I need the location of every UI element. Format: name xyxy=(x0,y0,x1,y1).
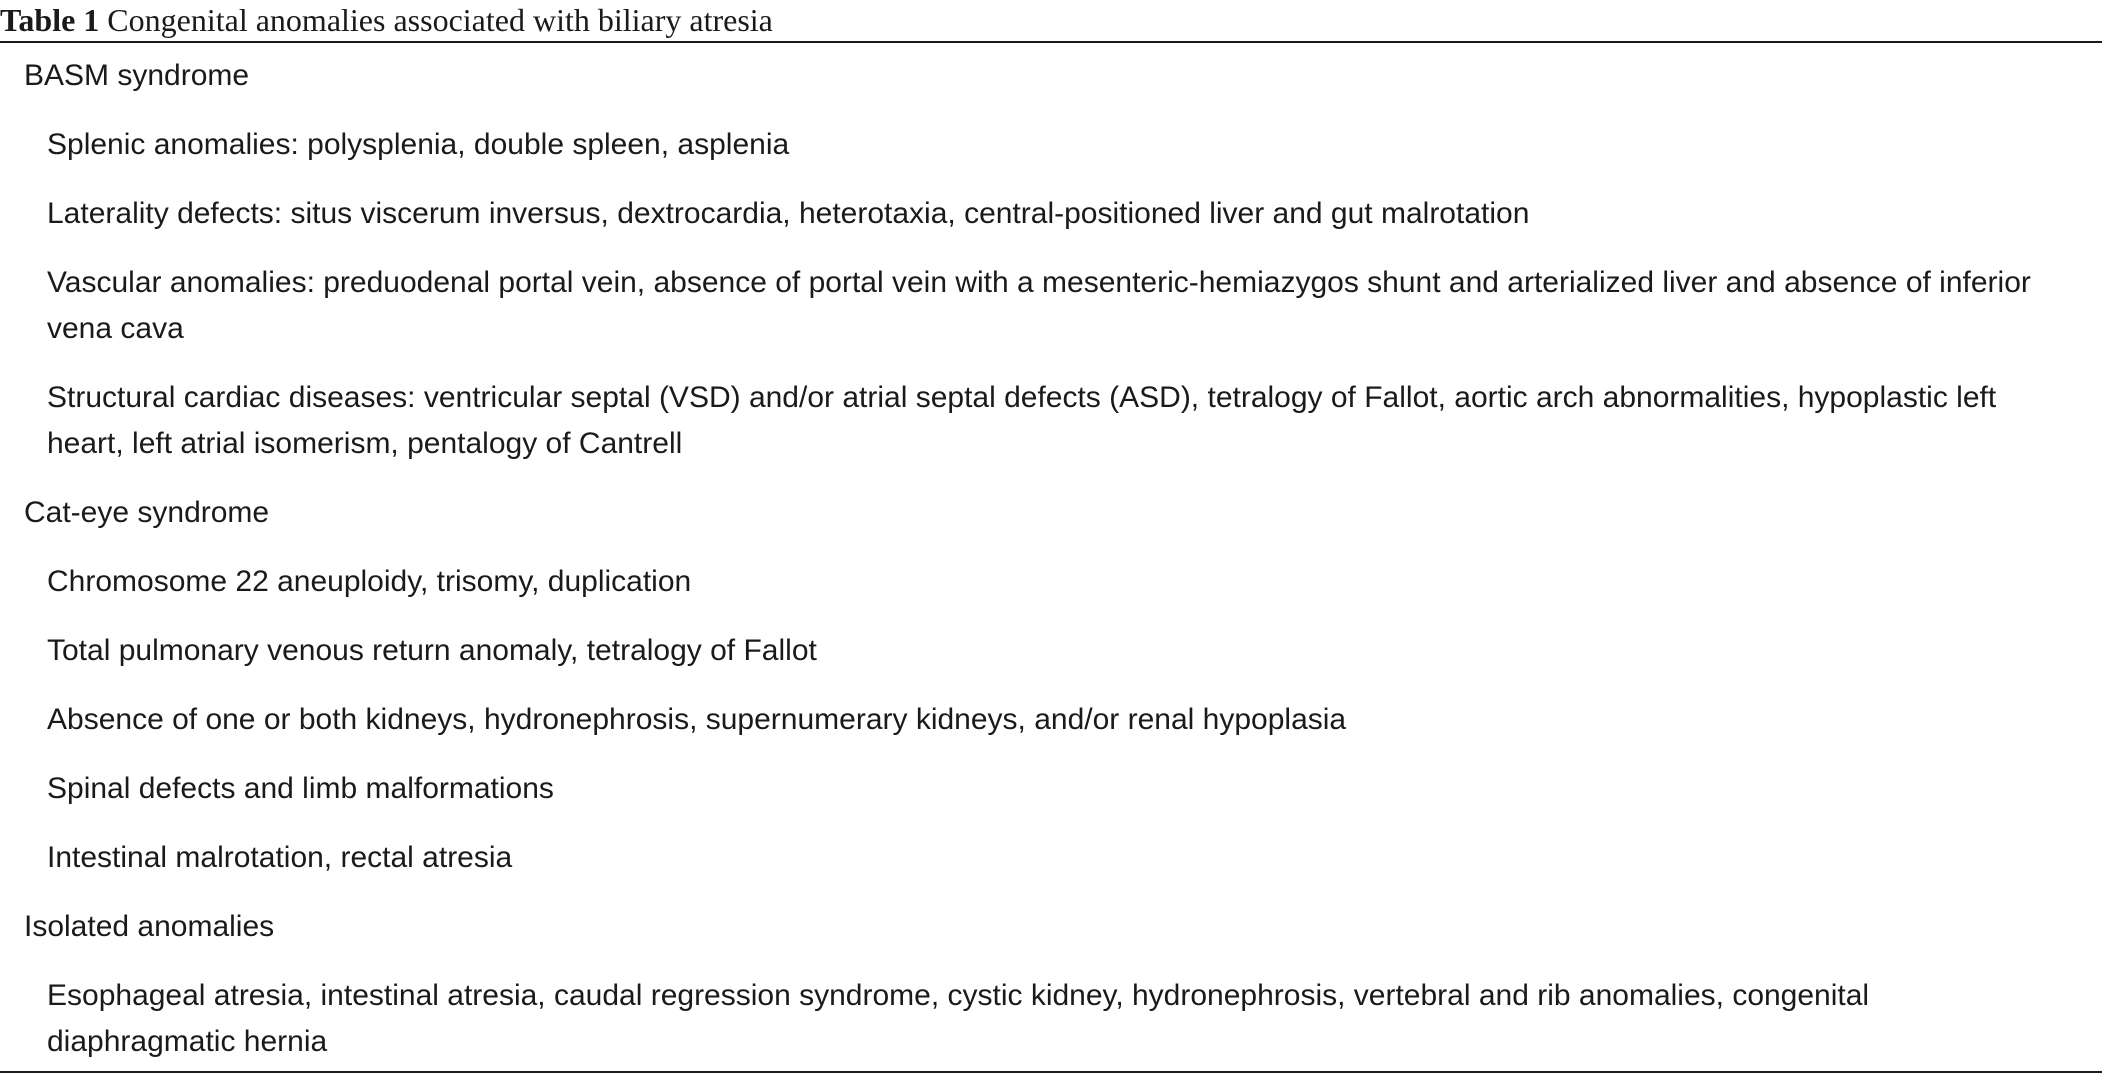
section-heading-cat-eye: Cat-eye syndrome xyxy=(24,496,270,529)
table-row: Splenic anomalies: polysplenia, double spleen, asplenia xyxy=(47,128,790,161)
table-row: Absence of one or both kidneys, hydronephrosis, supernumerary kidneys, and/or renal hypoplasia xyxy=(47,703,1347,736)
table-row: Esophageal atresia, intestinal atresia, caudal regression syndrome, cystic kidney, hydronephrosis, vertebral and rib anomalies, congenital diaphragmatic hernia xyxy=(47,979,1870,1058)
table-bottom-rule xyxy=(0,1071,2102,1073)
table-row: Total pulmonary venous return anomaly, tetralogy of Fallot xyxy=(47,634,817,667)
table-row: Structural cardiac diseases: ventricular septal (VSD) and/or atrial septal defects (ASD), tetralogy of Fallot, aortic arch abnormalities, hypoplastic left heart, left atrial isomerism, pentalogy of Cantrell xyxy=(47,381,1997,460)
table-row: Vascular anomalies: preduodenal portal vein, absence of portal vein with a mesenteric-hemiazygos shunt and arterialized liver and absence of inferior vena cava xyxy=(47,266,2031,345)
section-heading-basm: BASM syndrome xyxy=(24,59,250,92)
table-row: Spinal defects and limb malformations xyxy=(47,772,554,805)
table-caption-label: Table 1 xyxy=(0,2,100,38)
table-row: Intestinal malrotation, rectal atresia xyxy=(47,841,513,874)
table-caption xyxy=(0,0,2102,40)
table-1 xyxy=(0,0,2102,40)
table-row: Laterality defects: situs viscerum inversus, dextrocardia, heterotaxia, central-positioned liver and gut malrotation xyxy=(47,197,1530,230)
table-caption-title: Congenital anomalies associated with biliary atresia xyxy=(107,2,773,38)
table-row: Chromosome 22 aneuploidy, trisomy, duplication xyxy=(47,565,692,598)
table-body xyxy=(0,43,2102,1078)
section-heading-isolated: Isolated anomalies xyxy=(24,910,275,943)
